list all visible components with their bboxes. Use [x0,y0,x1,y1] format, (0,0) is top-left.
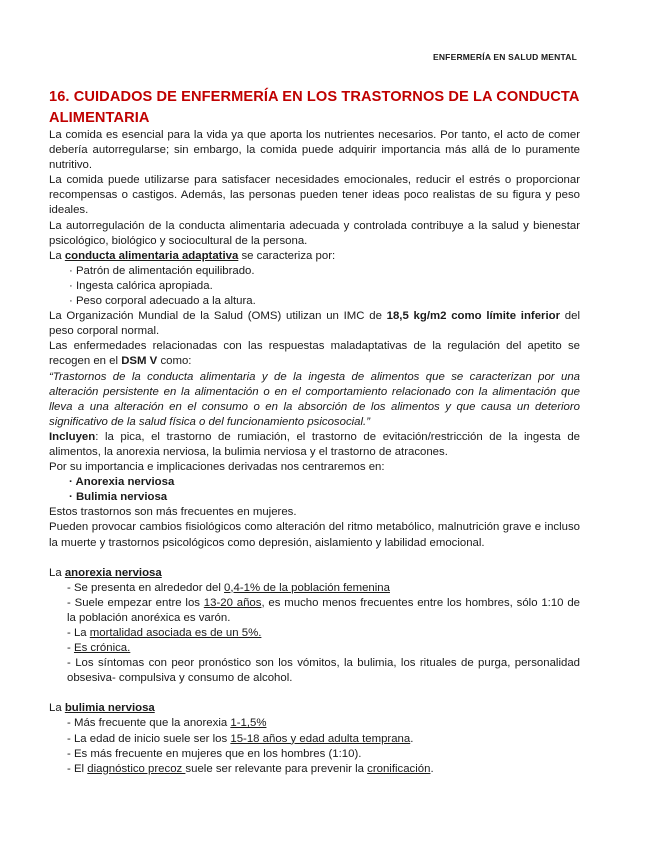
list-item: - La mortalidad asociada es de un 5%. [67,627,262,639]
list-item: - Se presenta en alrededor del 0,4-1% de la población femenina [67,581,390,594]
list-item: - La edad de inicio suele ser los 15-18 años y edad adulta temprana. [67,732,414,745]
list-item: - Más frecuente que la anorexia 1-1,5% [67,717,267,730]
list-item: · Patrón de alimentación equilibrado. [69,264,255,277]
list-item: - El diagnóstico precoz suele ser relevante para prevenir la cronificación. [67,762,434,775]
list-item: · Anorexia nerviosa [69,476,175,489]
women-paragraph: Estos trastornos son más frecuentes en mujeres. [49,506,297,519]
list-item: · Ingesta calórica apropiada. [69,279,213,292]
bulimia-heading: La bulimia nerviosa [49,702,155,715]
list-item: - Es más frecuente en mujeres que en los hombres (1:10). [67,747,362,760]
running-header: ENFERMERÍA EN SALUD MENTAL [432,52,577,62]
list-item: - Suele empezar entre los 13-20 años, es mucho menos frecuentes entre los hombres, sólo 1:10 de la población anoréxica es varón. [67,596,580,624]
key-term: conducta alimentaria adaptativa [64,249,239,262]
intro-paragraph: La comida es esencial para la vida ya que aporta los nutrientes necesarios. Por tanto, el acto de comer debería autorregularse; sin embargo, la comida puede adquirir importancia más allá de lo puramente nutritivo. [49,129,580,172]
adaptive-conduct-paragraph: La conducta alimentaria adaptativa se caracteriza por: [49,249,336,262]
anorexia-heading: La anorexia nerviosa [49,566,162,579]
list-item: - Los síntomas con peor pronóstico son los vómitos, la bulimia, los rituales de purga, personalidad obsesiva- compulsiva y consumo de alcohol. [67,657,580,685]
dsm-quote: “Trastornos de la conducta alimentaria y de la ingesta de alimentos que se caracterizan por una alteración persistente en la alimentación o en el comportamiento relacionado con la alimentación que lleva a una alteración en el consumo o en la absorción de los alimentos y que causa un deterioro significativo de la salud física o del funcionamiento psicosocial.” [49,370,580,428]
includes-paragraph: Incluyen: la pica, el trastorno de rumiación, el trastorno de evitación/restricción de la ingesta de alimentos, la anorexia nerviosa, la bulimia nerviosa y el trastorno de atracones. [49,430,580,458]
intro-paragraph: La autorregulación de la conducta alimentaria adecuada y controlada contribuye a la salud y bienestar psicológico, biológico y sociocultural de la persona. [49,219,580,247]
list-item: · Bulimia nerviosa [69,491,168,504]
list-item: - Es crónica. [67,642,131,655]
effects-paragraph: Pueden provocar cambios fisiológicos como alteración del ritmo metabólico, malnutrición grave e incluso la muerte y trastornos psicológicos como depresión, aislamiento y labilidad emocional. [49,521,580,549]
oms-paragraph: La Organización Mundial de la Salud (OMS) utilizan un IMC de 18,5 kg/m2 como límite inferior del peso corporal normal. [49,310,580,338]
list-item: · Peso corporal adecuado a la altura. [69,295,256,308]
dsm-paragraph: Las enfermedades relacionadas con las respuestas maladaptativas de la regulación del apetito se recogen en el DSM V como: [49,340,580,368]
focus-paragraph: Por su importancia e implicaciones derivadas nos centraremos en: [49,461,385,474]
document-body [49,128,580,777]
intro-paragraph: La comida puede utilizarse para satisfacer necesidades emocionales, reducir el estrés o proporcionar recompensas o castigos. Además, las personas pueden tener ideas poco realistas de su figura y peso ideales. [49,174,580,217]
section-title: 16. CUIDADOS DE ENFERMERÍA EN LOS TRASTORNOS DE LA CONDUCTA ALIMENTARIA [49,89,579,126]
